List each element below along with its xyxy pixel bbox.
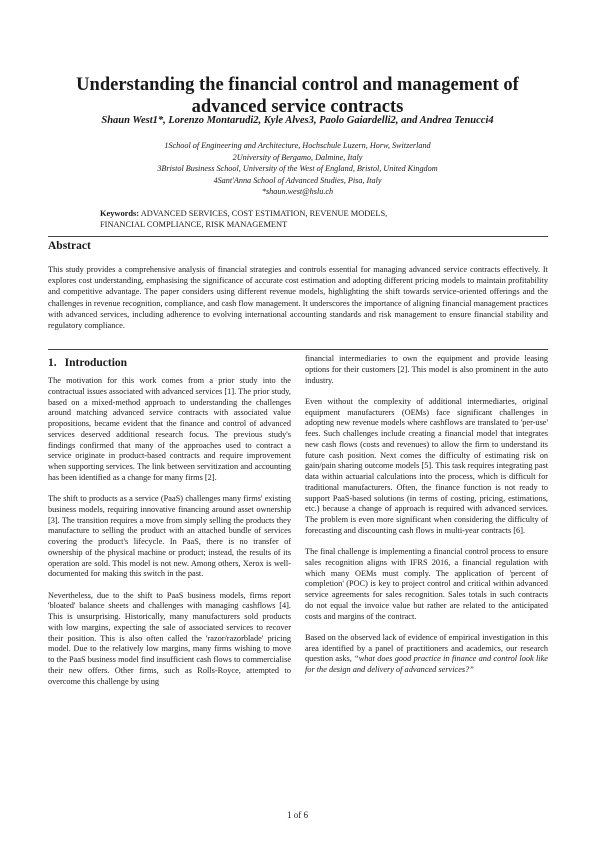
keywords-block bbox=[100, 208, 500, 230]
paragraph: The final challenge is implementing a financial control process to ensure sales recognition aligns with IFRS 2016, a financial regulation with which many OEMs must comply. The application of 'percent of completion' (POC) is key to project control and critical within advanced service agreements for sales recognition. Sales totals in such contracts do not equal the invoice value but rather are related to the anticipated costs and margins of the contract. bbox=[305, 547, 548, 621]
section-heading-introduction bbox=[48, 356, 291, 370]
keywords-line-2: FINANCIAL COMPLIANCE, RISK MANAGEMENT bbox=[100, 220, 288, 229]
top-divider bbox=[48, 236, 548, 237]
paper-title: Understanding the financial control and management of advanced service contracts bbox=[76, 75, 519, 117]
keywords-line-1: ADVANCED SERVICES, COST ESTIMATION, REVENUE MODELS, bbox=[140, 209, 388, 218]
paragraph-research-question: Based on the observed lack of evidence of empirical investigation in this area identified by a panel of practitioners and academics, our research question asks, “what does good practice in finance and control look like for the design and delivery of advanced services?” bbox=[305, 632, 548, 674]
section-number: 1. bbox=[48, 357, 57, 369]
paragraph: The shift to products as a service (PaaS) challenges many firms' existing business models, requiring innovative financing around asset ownership [3]. The transition requires a move from simply selling the products they manufacture to selling the product with an attached bundle of services covering the product's lifecycle. In PaaS, there is no transfer of ownership of the physical machine or product; instead, the results of its operation are sold. This model is not new. Among others, Xerox is well-documented for making this switch in the past. bbox=[48, 494, 291, 579]
paragraph: financial intermediaries to own the equipment and provide leasing options for their customers [2]. This model is also prominent in the auto industry. bbox=[305, 354, 548, 385]
paragraph: Even without the complexity of additional intermediaries, original equipment manufacturers (OEMs) face significant challenges in adopting new revenue models where cashflows are translated to 'per-use' fees. Such challenges include creating a financial model that integrates new cash flows (costs and revenues) to allow the firm to understand its future cash position. Next comes the difficulty of estimating risk on gain/pain sharing outcome models [5]. This task requires integrating past data within actuarial calculations into the process, which is difficult for traditional manufacturers. Often, the finance function is not ready to support PaaS-based solutions (in terms of costing, pricing, estimations, etc.) because a change of approach is required with advanced services. The problem is even more significant when considering the difficulty of forecasting and discounting cash flows in multi-year contracts [6]. bbox=[305, 396, 548, 535]
paragraph: The motivation for this work comes from a prior study into the contractual issues associated with advanced services [1]. The prior study, based on a mixed-method approach to understanding the challenges around matching advanced service contracts with associated value propositions, became evident that the finance and control of advanced services deserved additional research focus. The previous study's findings confirmed that many of the approaches used to contract a service originate in product-based contracts and require improvement when supporting services. The link between servitization and accounting has been identified as a change for many firms [2]. bbox=[48, 376, 291, 482]
author-list: Shaun West1*, Lorenzo Montarudi2, Kyle Alves3, Paolo Gaiardelli2, and Andrea Tenucci4 bbox=[101, 115, 494, 126]
contact-email: *shaun.west@hslu.ch bbox=[261, 187, 334, 197]
affiliation-1: 1School of Engineering and Architecture, Hochschule Luzern, Horw, Switzerland bbox=[164, 141, 431, 150]
affiliation-2: 2University of Bergamo, Dalmine, Italy bbox=[232, 152, 363, 162]
research-question: “what does good practice in finance and control look like for the design and delivery of advanced services?” bbox=[305, 654, 548, 674]
keywords-label: Keywords: bbox=[100, 209, 140, 218]
abstract-divider bbox=[48, 349, 548, 350]
affiliation-4: 4Sant'Anna School of Advanced Studies, Pisa, Italy bbox=[213, 175, 382, 185]
left-column bbox=[48, 356, 291, 698]
right-column bbox=[305, 354, 548, 686]
abstract-heading: Abstract bbox=[48, 240, 91, 252]
page-number: 1 of 6 bbox=[287, 810, 308, 820]
abstract-text: This study provides a comprehensive analysis of financial strategies and controls essential for managing advanced service contracts effectively. It explores cost understanding, emphasising the significance of accurate cost estimation and adopting different pricing models to maintain profitability and competitive advantage. The paper considers using different revenue models, highlighting the shift towards service-oriented offerings and the challenges in revenue recognition, compliance, and cash flow management. It underscores the importance of aligning financial management practices with advanced services, including adherence to evolving international accounting standards and risk management to ensure financial stability and regulatory compliance. bbox=[48, 265, 548, 331]
affiliations bbox=[60, 140, 535, 198]
paragraph: Nevertheless, due to the shift to PaaS business models, firms report 'bloated' balance sheets and challenges with managing cashflows [4]. This is unsurprising. Historically, many manufacturers sold products with low margins, expecting the sale of associated services to recover their position. This is also often called the 'razor/razorblade' pricing model. Due to the relatively low margins, many firms wishing to move to the PaaS business model find insufficient cash flows to commercialise their new offers. Other firms, such as Rolls-Royce, attempted to overcome this challenge by using bbox=[48, 590, 291, 686]
affiliation-3: 3Bristol Business School, University of the West of England, Bristol, United Kingdom bbox=[157, 164, 438, 174]
section-title: Introduction bbox=[64, 357, 128, 369]
